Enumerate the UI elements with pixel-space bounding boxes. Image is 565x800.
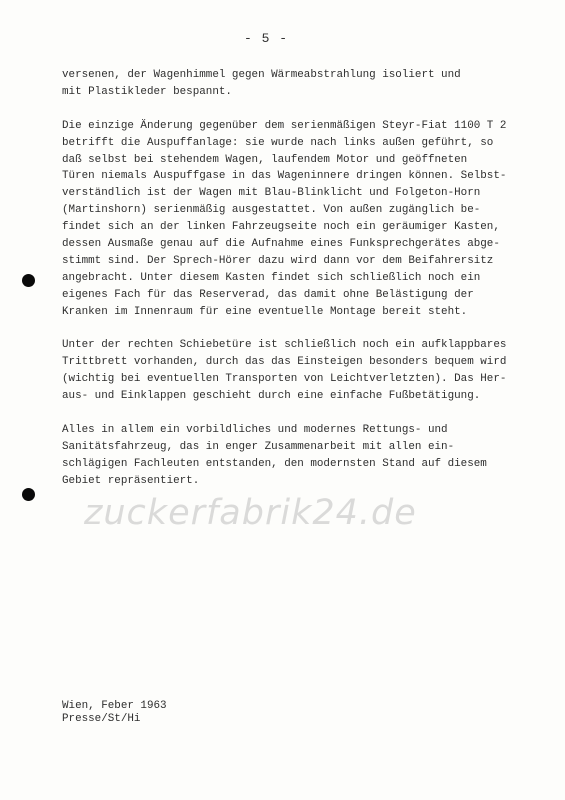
text-line: angebracht. Unter diesem Kasten findet sich schließlich noch ein (62, 271, 481, 284)
text-line: mit Plastikleder bespannt. (62, 85, 232, 98)
signature-reference: Presse/St/Hi (62, 713, 141, 725)
text-line: Kranken im Innenraum für eine eventuelle Montage bereit steht. (62, 305, 468, 318)
text-line: schlägigen Fachleuten entstanden, den modernsten Stand auf diesem (62, 457, 487, 470)
text-line: aus- und Einklappen geschieht durch eine einfache Fußbetätigung. (62, 390, 481, 403)
text-line: dessen Ausmaße genau auf die Aufnahme eines Funksprechgerätes abge- (62, 238, 500, 251)
text-line: Unter der rechten Schiebetüre ist schließlich noch ein aufklappbares (62, 339, 507, 352)
watermark: zuckerfabrik24.de (84, 493, 417, 533)
text-line: Trittbrett vorhanden, durch das das Einsteigen besonders bequem wird (62, 356, 507, 369)
page-number: - 5 - (244, 31, 289, 46)
text-line: Gebiet repräsentiert. (62, 474, 200, 487)
text-line: Sanitätsfahrzeug, das in enger Zusammenarbeit mit allen ein- (62, 440, 455, 453)
text-line: Alles in allem ein vorbildliches und modernes Rettungs- und (62, 423, 448, 436)
paragraph (62, 118, 532, 321)
text-line: Türen niemals Auspuffgase in das Wageninnere dringen können. Selbst- (62, 170, 507, 183)
text-line: eigenes Fach für das Reserverad, das damit ohne Belästigung der (62, 288, 474, 301)
text-line: daß selbst bei stehendem Wagen, laufendem Motor und geöffneten (62, 153, 468, 166)
text-line: versenen, der Wagenhimmel gegen Wärmeabstrahlung isoliert und (62, 69, 461, 81)
paragraph (62, 422, 532, 490)
text-line: (wichtig bei eventuellen Transporten von Leichtverletzten). Das Her- (62, 373, 507, 386)
body-text (62, 67, 532, 507)
text-line: Die einzige Änderung gegenüber dem serienmäßigen Steyr-Fiat 1100 T 2 (62, 119, 507, 132)
signature-block (62, 700, 167, 726)
text-line: stimmt sind. Der Sprech-Hörer dazu wird dann vor dem Beifahrersitz (62, 254, 494, 267)
signature-place-date: Wien, Feber 1963 (62, 700, 167, 712)
text-line: betrifft die Auspuffanlage: sie wurde nach links außen geführt, so (62, 136, 494, 149)
text-line: findet sich an der linken Fahrzeugseite noch ein geräumiger Kasten, (62, 221, 500, 234)
text-line: (Martinshorn) serienmäßig ausgestattet. Von außen zugänglich be- (62, 204, 481, 217)
punch-hole (22, 274, 35, 287)
text-line: verständlich ist der Wagen mit Blau-Blinklicht und Folgeton-Horn (62, 187, 481, 200)
paragraph (62, 67, 532, 101)
paragraph (62, 337, 532, 405)
punch-hole (22, 488, 35, 501)
